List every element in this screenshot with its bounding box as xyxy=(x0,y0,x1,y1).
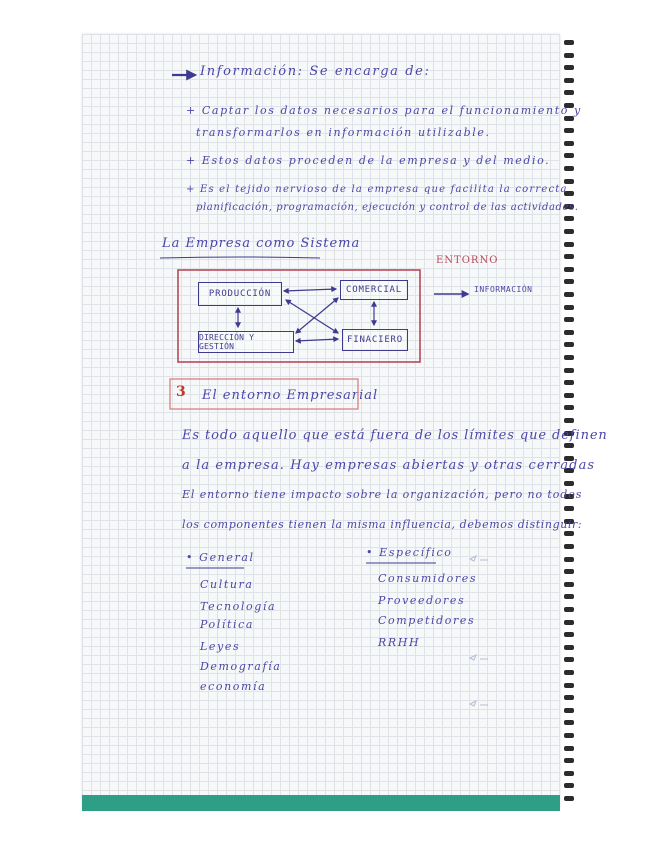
bullet-3-line-1: + Es el tejido nervioso de la empresa que facilita la correcta xyxy=(186,184,568,195)
section-para-3: El entorno tiene impacto sobre la organización, pero no todos xyxy=(182,488,583,501)
direccion-box: DIRECCIÓN Y GESTIÓN xyxy=(198,331,294,353)
general-item: Demografía xyxy=(200,660,282,673)
section-para-1: Es todo aquello que está fuera de los límites que definen xyxy=(182,428,608,443)
bullet-3-line-2: planificación, programación, ejecución y control de las actividades. xyxy=(196,202,579,213)
system-heading: La Empresa como Sistema xyxy=(162,236,361,251)
financiero-box: FINACIERO xyxy=(342,329,408,351)
ghost-mark xyxy=(470,655,488,660)
bullet-2: + Estos datos proceden de la empresa y del medio. xyxy=(186,154,551,167)
section-title: El entorno Empresarial xyxy=(202,388,379,403)
system-underline xyxy=(160,257,320,258)
arrow-direccion-financiero xyxy=(296,339,338,341)
especifico-item: RRHH xyxy=(378,636,421,649)
bullet-1-line-1: + Captar los datos necesarios para el funcionamiento y xyxy=(186,104,582,117)
especifico-item: Competidores xyxy=(378,614,476,627)
especifico-item: Proveedores xyxy=(378,594,466,607)
bullet-1-line-2: transformarlos en información utilizable. xyxy=(196,126,491,139)
arrow-produccion-comercial xyxy=(284,289,336,291)
general-heading: • General xyxy=(186,551,255,564)
informacion-label: INFORMACIÓN xyxy=(474,285,533,294)
entorno-outline xyxy=(178,270,420,362)
general-item: economía xyxy=(200,680,267,693)
section-number: 3 xyxy=(176,384,188,400)
especifico-item: Consumidores xyxy=(378,572,478,585)
produccion-box: PRODUCCIÓN xyxy=(198,282,282,306)
general-item: Cultura xyxy=(200,578,254,591)
ghost-mark xyxy=(470,556,488,561)
section-para-4: los componentes tienen la misma influencia, debemos distinguir: xyxy=(182,518,583,531)
general-item: Tecnología xyxy=(200,600,277,613)
general-item: Leyes xyxy=(200,640,241,653)
comercial-box: COMERCIAL xyxy=(340,280,408,300)
section-para-2: a la empresa. Hay empresas abiertas y otras cerradas xyxy=(182,458,596,473)
info-heading: Información: Se encarga de: xyxy=(200,64,431,79)
entorno-label: ENTORNO xyxy=(436,255,499,266)
general-item: Política xyxy=(200,618,255,631)
arrow-cross-2 xyxy=(296,298,338,333)
especifico-heading: • Específico xyxy=(366,546,453,559)
section-title-box xyxy=(170,379,358,409)
ghost-mark xyxy=(470,701,488,706)
